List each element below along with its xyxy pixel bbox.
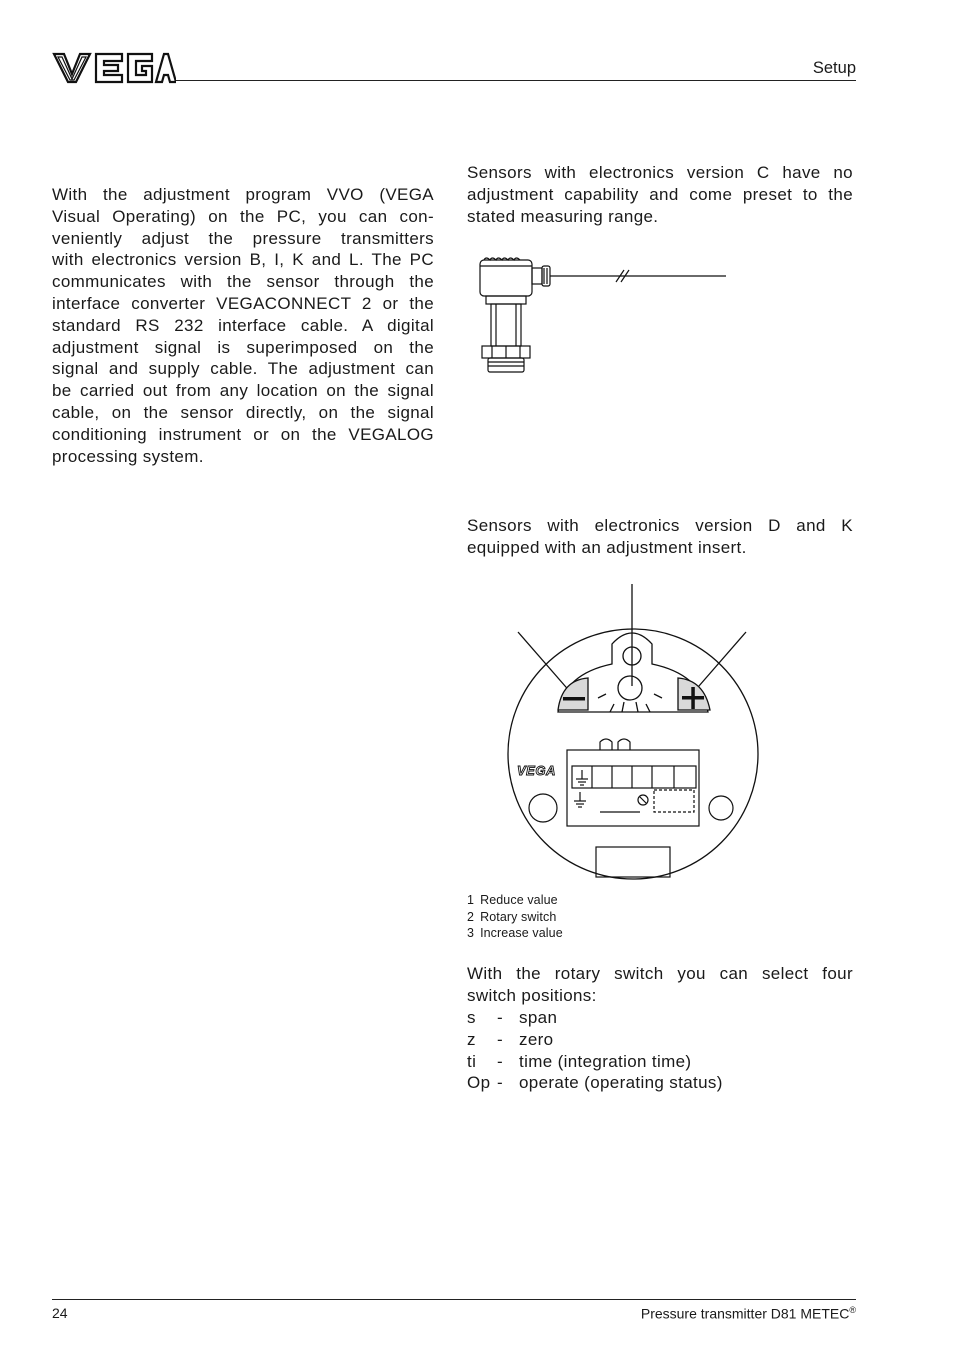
paragraph-line: conditioning instrument or on the VEGALOG (52, 424, 434, 444)
paragraph-line: switch positions: (467, 985, 597, 1005)
paragraph-line: communicates with the sensor through the (52, 272, 434, 292)
version-c-paragraph (467, 162, 853, 227)
footer-rule (52, 1299, 856, 1300)
paragraph-line: stated measuring range. (467, 206, 659, 226)
vega-logo (52, 50, 176, 86)
paragraph-line: With the adjustment program VVO (VEGA (52, 185, 434, 204)
version-dk-paragraph (467, 515, 853, 559)
legend-number: 3 (467, 926, 475, 940)
switch-position-value: span (519, 1008, 558, 1027)
paragraph-line: signal and supply cable. The adjustment can (52, 359, 434, 379)
paragraph-line: veniently adjust the pressure transmitters (52, 228, 434, 248)
switch-separator: - (497, 1073, 504, 1093)
paragraph-line: cable, on the sensor directly, on the signal (52, 402, 434, 422)
legend-text: Increase value (480, 926, 563, 940)
switch-separator: - (497, 1008, 504, 1027)
legend-text: Rotary switch (480, 909, 557, 924)
footer-product-title (641, 1305, 856, 1322)
switch-key-text: Op (467, 1073, 491, 1093)
switch-position-item (467, 1072, 853, 1094)
paragraph-line: standard RS 232 interface cable. A digital (52, 315, 434, 335)
sensor-version-c-drawing (470, 250, 732, 380)
vvo-adjustment-paragraph (52, 184, 434, 467)
switch-separator: - (497, 1029, 504, 1049)
leader-line-3 (692, 632, 746, 694)
figure-vega-logo: VEGA (517, 763, 556, 778)
switch-position-value: time (integration time) (519, 1051, 692, 1071)
switch-position-key (467, 1007, 519, 1029)
switch-key-text: z (467, 1029, 476, 1049)
paragraph-line: equipped with an adjustment insert. (467, 537, 747, 557)
rotary-switch-intro (467, 963, 853, 1007)
switch-position-key (467, 1029, 519, 1051)
paragraph-line: Visual Operating) on the PC, you can con- (52, 206, 434, 226)
paragraph-line: be carried out from any location on the signal (52, 381, 434, 401)
switch-position-key (467, 1072, 519, 1094)
product-name: Pressure transmitter D81 METEC (640, 1305, 850, 1322)
switch-position-value: operate (operating status) (519, 1073, 723, 1093)
paragraph-line: adjustment signal is superimposed on the (52, 337, 434, 357)
paragraph-line: with electronics version B, I, K and L. The PC (52, 250, 434, 270)
registered-mark: ® (849, 1305, 856, 1315)
legend-number: 1 (467, 893, 475, 907)
figure-legend (467, 892, 563, 942)
adjustment-insert-drawing (500, 582, 770, 884)
legend-item (467, 925, 563, 942)
paragraph-line: adjustment capability and come preset to the (467, 184, 853, 204)
switch-position-key (467, 1051, 519, 1073)
page-number: 24 (52, 1305, 68, 1321)
switch-key-text: s (467, 1008, 476, 1027)
switch-position-item (467, 1029, 853, 1051)
switch-key-text: ti (467, 1051, 477, 1071)
paragraph-line: Sensors with electronics version C have no (467, 163, 853, 182)
section-title: Setup (812, 59, 856, 77)
paragraph-line: Sensors with electronics version D and K (467, 516, 853, 535)
header-rule (176, 80, 856, 81)
legend-number: 2 (467, 909, 475, 924)
paragraph-line: With the rotary switch you can select four (467, 964, 853, 983)
leader-line-1 (518, 632, 572, 694)
switch-position-value: zero (519, 1029, 554, 1049)
switch-separator: - (497, 1051, 504, 1071)
switch-position-item (467, 1007, 853, 1029)
switch-position-item (467, 1051, 853, 1073)
legend-item (467, 892, 563, 909)
legend-text: Reduce value (480, 893, 558, 907)
legend-item (467, 909, 563, 926)
switch-positions-list (467, 1007, 853, 1094)
paragraph-line: processing system. (52, 446, 204, 466)
paragraph-line: interface converter VEGACONNECT 2 or the (52, 293, 434, 313)
